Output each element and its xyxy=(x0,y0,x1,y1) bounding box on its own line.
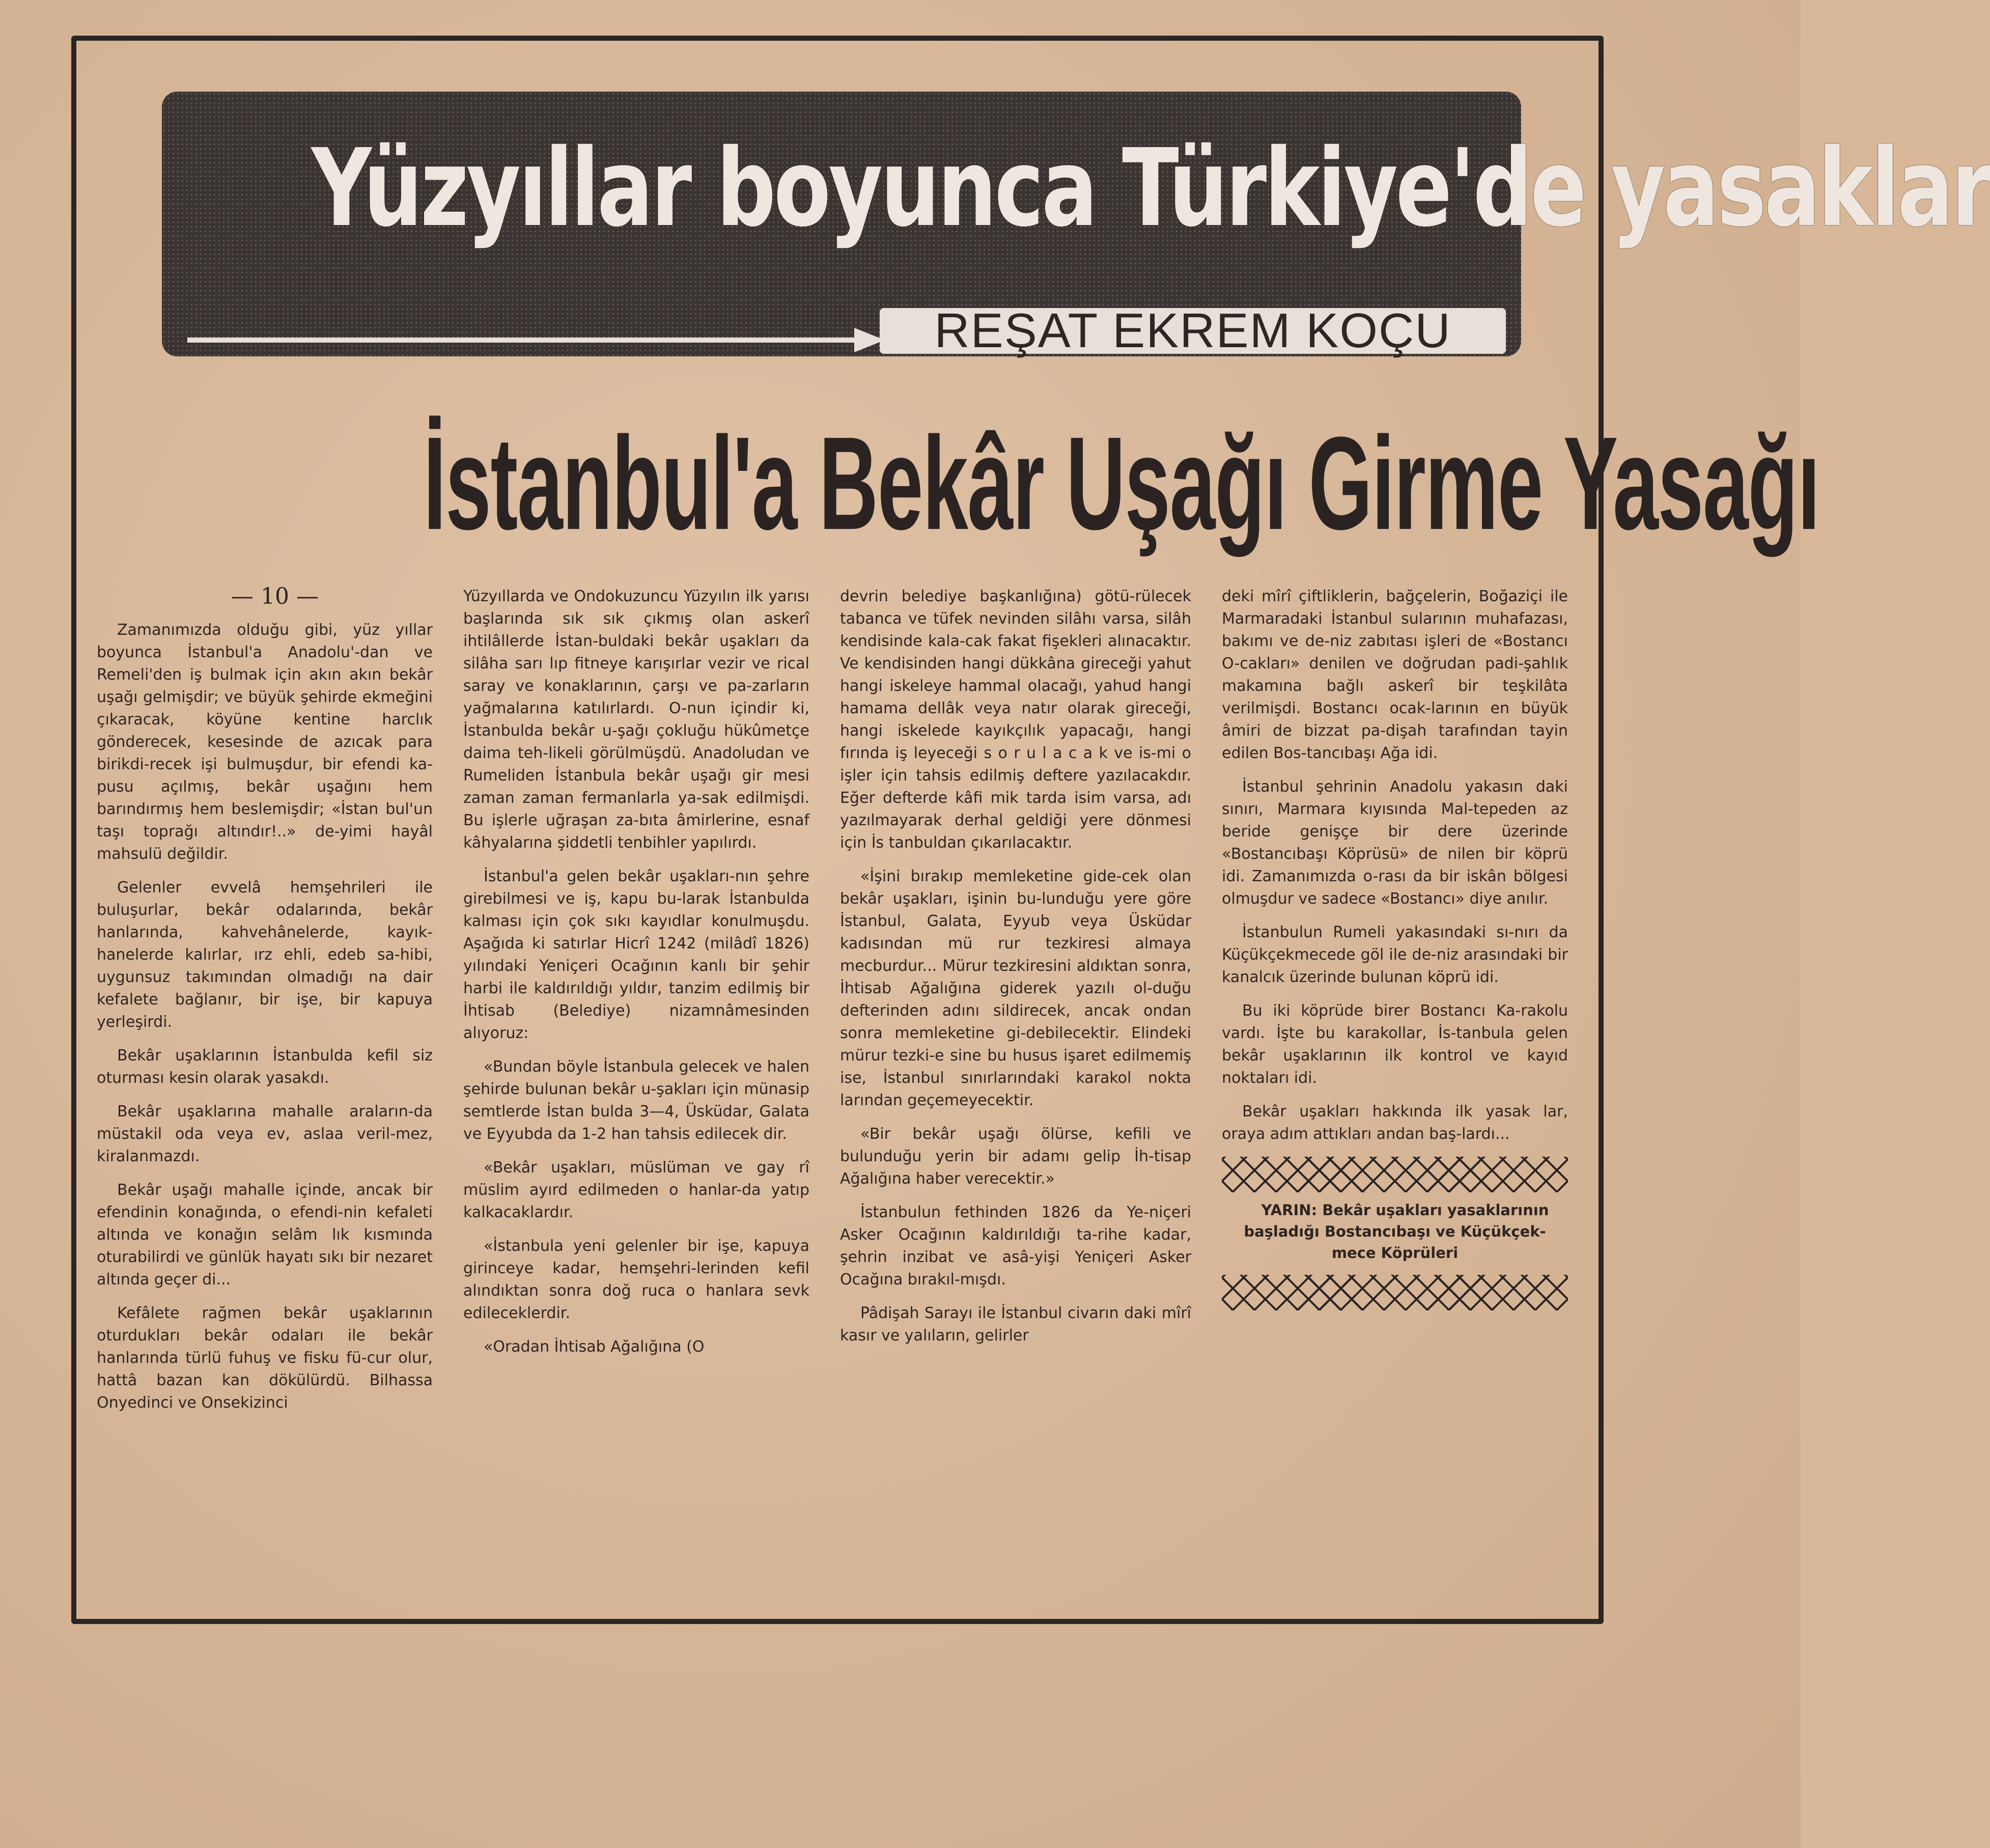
paragraph: Bekâr uşağı mahalle içinde, ancak bir efendinin konağında, o efendi-nin kefaleti altında ve konağın selâm lık kısmında oturabilirdi ve günlük hayatı sıkı bir nezaret altında geçer di... xyxy=(97,1181,433,1289)
series-title: Yüzyıllar boyunca Türkiye'de yasaklar xyxy=(311,126,1990,250)
author-box xyxy=(880,303,1506,358)
series-banner xyxy=(162,92,1990,358)
author-name: REŞAT EKREM KOÇU xyxy=(934,303,1451,358)
paragraph: Zamanımızda olduğu gibi, yüz yıllar boyunca İstanbul'a Anadolu'-dan ve Remeli'den iş bulmak için akın akın bekâr uşağı gelmişdir; ve büyük şehirde ekmeğini çıkaracak, köyüne kentine harclık gönderecek, kesesinde de azıcak para birikdi-recek işi bulmuşdur, bir efendi ka-pusu açılmış, bekâr uşağını hem barındırmış hem beslemişdir; «İstan bul'un taşı toprağı altındır!..» de-yimi hayâl mahsulü değildir. xyxy=(97,621,433,863)
paragraph: Kefâlete rağmen bekâr uşaklarının oturdukları bekâr odaları ile bekâr hanlarında türlü fuhuş ve fisku fü-cur olur, hattâ bazan kan dökülürdü. Bilhassa Onyedinci ve Onsekizinci xyxy=(97,1304,433,1412)
paragraph: İstanbulun Rumeli yakasındaki sı-nırı da Küçükçekmecede göl ile de-niz arasındaki bir kanalcık üzerinde bulunan köprü idi. xyxy=(1222,923,1568,986)
decorative-border xyxy=(1222,1275,1568,1310)
paragraph: Bekâr uşaklarına mahalle araların-da müstakil oda veya ev, aslaa veril-mez, kiralanmazdı. xyxy=(97,1103,433,1165)
installment-number: — 10 — xyxy=(231,583,319,609)
paragraph: devrin belediye başkanlığına) götü-rülecek tabanca ve tüfek nevinden silâhı varsa, silâh kendisinde kala-cak fakat fişekleri alınacaktır. Ve kendisinden hangi dükkâna gireceği yahut hangi iskeleye hammal olacağı, yahud hangi hamama dellâk veya natır olarak gireceği, hangi iskelede kayıkçılık yapacağı, hangi fırında iş leyeceği s o r u l a c a k ve is-mi o işler için tahsis edilmiş deftere yazılacakdır. Eğer defterde kâfi mik tarda isim varsa, adı yazılmayarak derhal geldiği yere dönmesi için İs tanbuldan çıkarılacaktır. xyxy=(840,587,1191,852)
paragraph: Bu iki köprüde birer Bostancı Ka-rakolu vardı. İşte bu karakollar, İs-tanbula gelen bekâr uşaklarının ilk kontrol ve kayıd noktaları idi. xyxy=(1222,1002,1568,1087)
paragraph: Gelenler evvelâ hemşehrileri ile buluşurlar, bekâr odalarında, bekâr hanlarında, kahvehânelerde, kayık-hanelerde kalırlar, ırz ehli, edeb sa-hibi, uygunsuz takımından olmadığı na dair kefalete bağlanır, bir işe, bir kapuya yerleşirdi. xyxy=(97,879,433,1031)
paragraph: «İstanbula yeni gelenler bir işe, kapuya girinceye kadar, hemşehri-lerinden kefil alındıktan sonra doğ ruca o hanlara sevk edileceklerdir. xyxy=(463,1237,809,1322)
paragraph: Yüzyıllarda ve Ondokuzuncu Yüzyılın ilk yarısı başlarında sık sık çıkmış olan askerî ihtilâllerde İstan-buldaki bekâr uşakları da silâha sarı lıp fitneye karışırlar vezir ve rical saray ve konaklarının, çarşı ve pa-zarların yağmalarına katılırlardı. O-nun içindir ki, İstanbulda bekâr u-şağı çokluğu hükûmetçe daima teh-likeli görülmüşdü. Anadoludan ve Rumeliden İstanbula bekâr uşağı gir mesi zaman zaman fermanlarla ya-sak edilmişdi. Bu işlerle uğraşan za-bıta âmirlerine, esnaf kâhyalarına şiddetli tenbihler yapılırdı. xyxy=(463,587,809,852)
paragraph: İstanbul'a gelen bekâr uşakları-nın şehre girebilmesi ve iş, kapu bu-larak İstanbulda kalması için çok sıkı kayıdlar konulmuşdu. Aşağıda ki satırlar Hicrî 1242 (milâdî 1826) yılındaki Yeniçeri Ocağının kanlı bir şehir harbi ile kaldırıldığı yıldır, tanzim edilmiş bir İhtisab (Belediye) nizamnâmesinden alıyoruz: xyxy=(463,867,809,1042)
column-4 xyxy=(1222,585,1568,1599)
article-headline: İstanbul'a Bekâr Uşağı Girme Yasağı xyxy=(423,410,1820,557)
banner-rule xyxy=(187,338,870,343)
paragraph: «Oradan İhtisab Ağalığına (O xyxy=(484,1338,705,1356)
paragraph: «Bundan böyle İstanbula gelecek ve halen şehirde bulunan bekâr u-şakları için münasip semtlerde İstan bulda 3—4, Üsküdar, Galata ve Eyyubda da 1-2 han tahsis edilecek dir. xyxy=(463,1058,809,1143)
paragraph: İstanbul şehrinin Anadolu yakasın daki sınırı, Marmara kıyısında Mal-tepeden az beride genişçe bir dere üzerinde «Bostancıbaşı Köprüsü» de nilen bir köprü idi. Zamanımızda o-rası da bir iskân bölgesi olmuşdur ve sadece «Bostancı» diye anılır. xyxy=(1222,778,1568,908)
paragraph: Pâdişah Sarayı ile İstanbul civarın daki mîrî kasır ve yalıların, gelirler xyxy=(840,1304,1191,1345)
column-1 xyxy=(97,585,433,1599)
paragraph: «İşini bırakıp memleketine gide-cek olan bekâr uşakları, işinin bu-lunduğu yere göre İstanbul, Galata, Eyyub veya Üsküdar kadısından mü rur tezkiresi almaya mecburdur... Mürur tezkiresini aldıktan sonra, İhtisab Ağalığına giderek yazılı ol-duğu defterinden adını sildirecek, ancak ondan sonra memleketine gi-debilecektir. Elindeki mürur tezki-e sine bu husus işaret edilmemiş ise, İstanbul sınırlarındaki karakol nokta larından geçemeyecektir. xyxy=(840,867,1191,1109)
paragraph: «Bekâr uşakları, müslüman ve gay rî müslim ayırd edilmeden o hanlar-da yatıp kalkacaklardır. xyxy=(463,1159,809,1221)
paragraph: «Bir bekâr uşağı ölürse, kefili ve bulunduğu yerin bir adamı gelip İh-tisap Ağalığına haber verecektir.» xyxy=(840,1125,1191,1188)
paragraph: Bekâr uşaklarının İstanbulda kefil siz oturması kesin olarak yasakdı. xyxy=(97,1047,433,1087)
column-3 xyxy=(840,585,1191,1599)
decorative-border xyxy=(1222,1157,1568,1192)
next-installment-note: YARIN: Bekâr uşakları yasaklarının başladığı Bostancıbaşı ve Küçükçek-mece Köprüleri xyxy=(1244,1201,1549,1262)
paragraph: İstanbulun fethinden 1826 da Ye-niçeri Asker Ocağının kaldırıldığı ta-rihe kadar, şehrin inzibat ve asâ-yişi Yeniçeri Asker Ocağına bırakıl-mışdı. xyxy=(840,1203,1191,1289)
paragraph: Bekâr uşakları hakkında ilk yasak lar, oraya adım attıkları andan baş-lardı... xyxy=(1222,1103,1568,1143)
paragraph: deki mîrî çiftliklerin, bağçelerin, Boğaziçi ile Marmaradaki İstanbul sularının muhafazası, bakımı ve de-niz zabıtası işleri de «Bostancı O-cakları» denilen ve doğrudan padi-şahlık makamına bağlı askerî bir teşkilâta verilmişdi. Bostancı ocak-larının en büyük âmiri de bizzat pa-dişah tarafından tayin edilen Bos-tancıbaşı Ağa idi. xyxy=(1222,587,1568,762)
column-2 xyxy=(463,585,809,1599)
